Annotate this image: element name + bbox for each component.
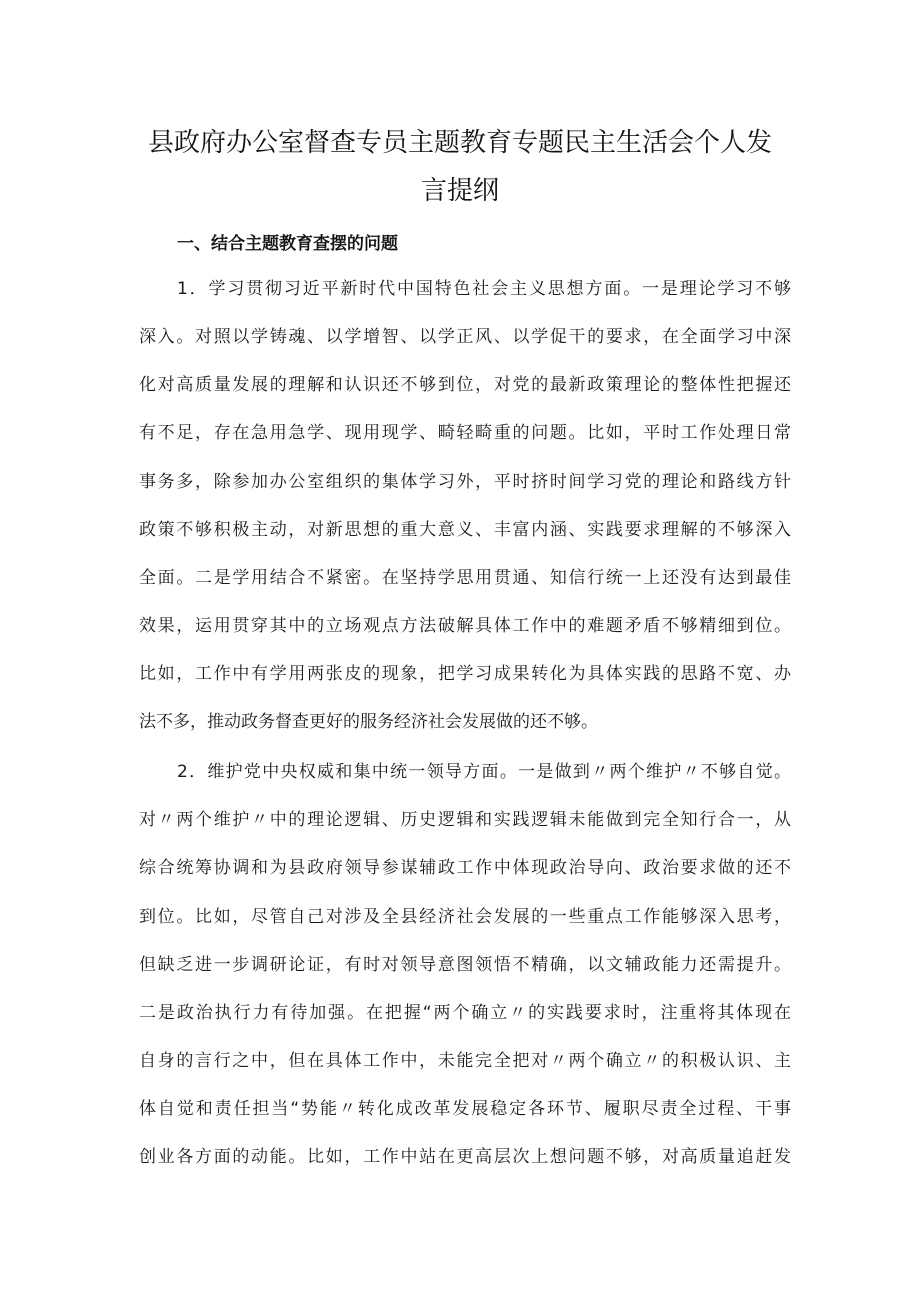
paragraph-line: 自身的言行之中，但在具体工作中，未能完全把对〃两个确立〃的积极认识、主 [139,1051,791,1071]
paragraph-line: 到位。比如，尽管自己对涉及全县经济社会发展的一些重点工作能够深入思考， [139,907,791,927]
paragraph-line: 事务多，除参加办公室组织的集体学习外，平时挤时间学习党的理论和路线方针 [139,472,791,492]
paragraph-line: 体自觉和责任担当“势能〃转化成改革发展稳定各环节、履职尽责全过程、干事 [139,1099,791,1119]
paragraph-line: 二是政治执行力有待加强。在把握“两个确立〃的实践要求时，注重将其体现在 [139,1003,791,1023]
paragraph-line: 综合统筹协调和为县政府领导参谋辅政工作中体现政治导向、政治要求做的还不 [139,858,791,878]
paragraph-line: 深入。对照以学铸魂、以学增智、以学正风、以学促干的要求，在全面学习中深 [139,327,791,347]
paragraph-line: 2．维护党中央权威和集中统一领导方面。一是做到〃两个维护〃不够自觉。 [177,762,791,782]
paragraph-line: 化对高质量发展的理解和认识还不够到位，对党的最新政策理论的整体性把握还 [139,375,791,395]
document-title-line-2: 言提纲 [420,176,499,206]
paragraph-line: 政策不够积极主动，对新思想的重大意义、丰富内涵、实践要求理解的不够深入 [139,520,791,540]
paragraph-line: 效果，运用贯穿其中的立场观点方法破解具体工作中的难题矛盾不够精细到位。 [139,616,791,636]
section-heading: 一、结合主题教育查摆的问题 [177,234,398,254]
paragraph-line: 1．学习贯彻习近平新时代中国特色社会主义思想方面。一是理论学习不够 [177,279,791,299]
paragraph-line: 全面。二是学用结合不紧密。在坚持学思用贯通、知信行统一上还没有达到最佳 [139,568,791,588]
paragraph-line: 法不多，推动政务督查更好的服务经济社会发展做的还不够。 [139,712,598,732]
paragraph-line: 但缺乏进一步调研论证，有时对领导意图领悟不精确，以文辅政能力还需提升。 [139,955,791,975]
paragraph-line: 有不足，存在急用急学、现用现学、畸轻畸重的问题。比如，平时工作处理日常 [139,423,791,443]
paragraph-line: 比如，工作中有学用两张皮的现象，把学习成果转化为具体实践的思路不宽、办 [139,664,791,684]
paragraph-line: 对〃两个维护〃中的理论逻辑、历史逻辑和实践逻辑未能做到完全知行合一，从 [139,810,791,830]
paragraph-line: 创业各方面的动能。比如，工作中站在更高层次上想问题不够，对高质量追赶发 [139,1147,791,1167]
document-title-line-1: 县政府办公室督查专员主题教育专题民主生活会个人发 [147,128,772,158]
